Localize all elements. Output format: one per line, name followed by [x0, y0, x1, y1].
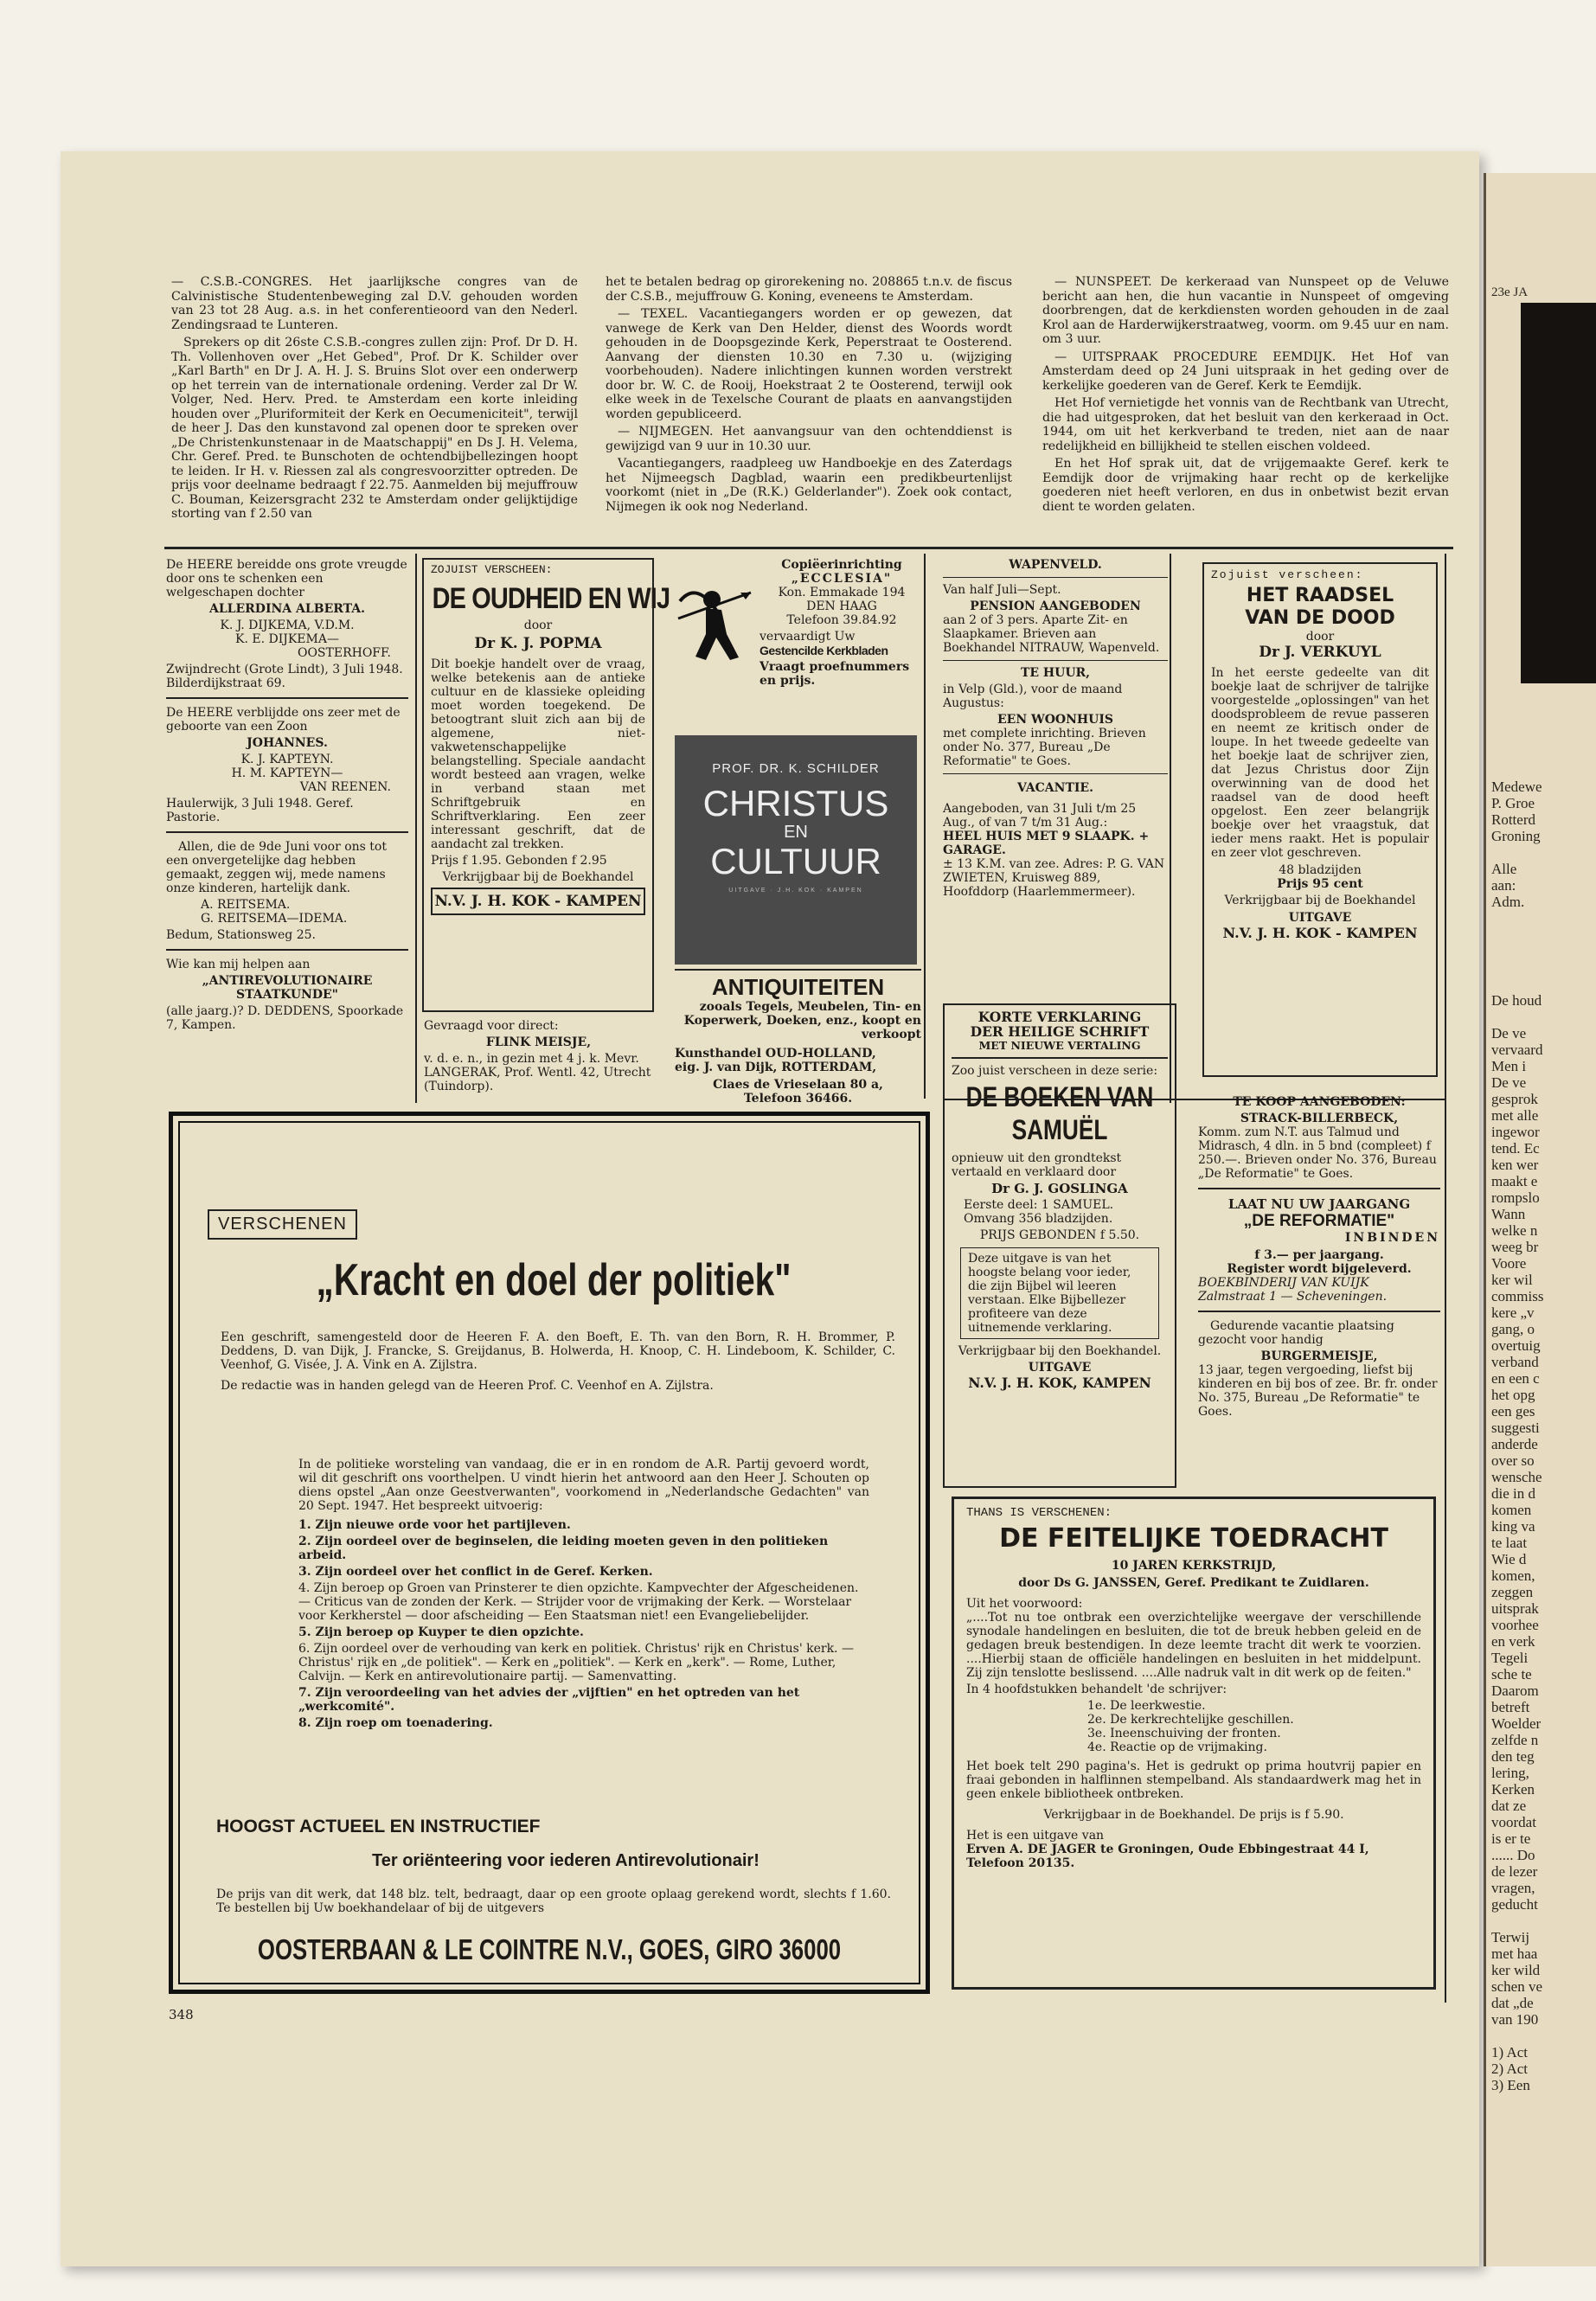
birth1-parent: K. J. DIJKEMA, V.D.M.: [220, 619, 355, 632]
adjacent-text-line: het opg: [1491, 1387, 1535, 1403]
ad-feitelijke-hoofd: In 4 hoofdstukken behandelt 'de schrijver:: [966, 1682, 1227, 1696]
ad-jaargang-register: Register wordt bijgeleverd.: [1227, 1262, 1412, 1276]
adjacent-text-line: Daarom: [1491, 1682, 1539, 1699]
adjacent-text-line: [1486, 959, 1596, 976]
adjacent-text-line: De houd: [1491, 992, 1542, 1009]
adjacent-text-line: voordat: [1491, 1814, 1536, 1830]
adjacent-text-line: 3) Een: [1491, 2077, 1530, 2093]
adjacent-text-line: Tegeli: [1491, 1650, 1529, 1666]
adjacent-text-line: overtuig: [1491, 1337, 1541, 1354]
adjacent-text-line: is er te: [1491, 1830, 1531, 1847]
ad-korte-intro: Zoo juist verscheen in deze serie:: [952, 1064, 1158, 1078]
ad-ecclesia-city: DEN HAAG: [806, 599, 877, 613]
adjacent-text-line: komen: [1491, 1502, 1532, 1518]
ad-kracht-item: 8. Zijn roep om toenadering.: [298, 1716, 493, 1730]
ad-vacantie-title: VACANTIE.: [1017, 781, 1093, 795]
article-csb-cont: het te betalen bedrag op girorekening no. 208865 t.n.v. de fiscus der C.S.B., mejuffrouw G. Koning, eveneens te Amsterdam.: [606, 275, 1012, 304]
ad-raadsel-author: Dr J. VERKUYL: [1259, 644, 1381, 661]
birth2-name: JOHANNES.: [247, 736, 328, 750]
article-nijmegen-2: Vacantiegangers, raadpleeg uw Handboekje en des Zaterdags het Nijmeegsch Dagblad, waarin een predikbeurtenlijst voorkomt (niet in „De (R.K.) Gelderlander"). Zoek ook contact, Nijmegen ik ook nog Nederland.: [606, 457, 1012, 514]
adjacent-text-line: ...... Do: [1491, 1847, 1535, 1863]
ad-christus-title: CHRISTUS: [702, 783, 889, 824]
birth2-parent: VAN REENEN.: [299, 780, 391, 794]
help-intro: Wie kan mij helpen aan: [166, 958, 311, 971]
ad-christus-sub: UITGAVE · J.H. KOK · KAMPEN: [728, 888, 863, 894]
ad-raadsel-door: door: [1305, 630, 1335, 644]
ad-antiek-phone: Telefoon 36466.: [743, 1092, 853, 1106]
adjacent-text-line: De ve: [1491, 1074, 1527, 1091]
divider: [166, 949, 408, 951]
adjacent-text-line: ken wer: [1491, 1157, 1539, 1173]
adjacent-text-line: Men i: [1491, 1058, 1527, 1074]
ad-antiek-text: zooals Tegels, Meubelen, Tin- en Koperwerk, Doeken, enz., koopt en verkoopt: [683, 1000, 921, 1042]
adjacent-text-line: verband: [1491, 1354, 1539, 1370]
ad-author: Dr K. J. POPMA: [474, 635, 602, 652]
adjacent-text-line: Voore: [1491, 1255, 1527, 1272]
ad-feitelijke-chapter: 3e. Ineenschuiving der fronten.: [1087, 1727, 1281, 1740]
ad-raadsel-text: In het eerste gedeelte van dit boekje laat de schrijver de talrijke voorgestelde „oplossingen" van het doodsprobleem de revue passeren en neemt ze kritisch onder de loupe. In het tweede gedeelte van het boekje laat de schrijver zien, dat Jezus Christus door Zijn overwinning van de dood het raadsel van de dood heeft opgelost. Een zeer belangrijk boekje over het vraagstuk, dat ieder mens raakt. Het is populair en zeer vlot geschreven.: [1211, 666, 1429, 860]
ad-feitelijke-title: DE FEITELIJKE TOEDRACHT: [999, 1523, 1388, 1554]
classifieds-col-5: [1198, 1088, 1440, 1421]
ad-antiek-shop: Kunsthandel OUD-HOLLAND,: [675, 1047, 876, 1061]
divider: [166, 831, 408, 833]
ad-feitelijke-chapter: 4e. Reactie op de vrijmaking.: [1087, 1740, 1267, 1754]
adjacent-page: [1484, 173, 1596, 2266]
adjacent-text-line: ker wil: [1491, 1272, 1533, 1288]
thanks-text: Allen, die de 9de Juni voor ons tot een onvergetelijke dag hebben gemaakt, zeggen wij, mede namens onze kinderen, hartelijk dank.: [166, 840, 387, 895]
ad-antiek-title: ANTIQUITEITEN: [675, 969, 921, 1000]
ad-korte-title: DER HEILIGE SCHRIFT: [970, 1023, 1150, 1040]
adjacent-text-line: tend. Ec: [1491, 1140, 1540, 1157]
adjacent-text-line: lering,: [1491, 1765, 1529, 1781]
ad-kracht-orient: Ter oriënteering voor iederen Antirevolutionair!: [372, 1851, 760, 1870]
birth2-parent: H. M. KAPTEYN—: [231, 766, 343, 780]
birth2-place: Haulerwijk, 3 Juli 1948. Geref. Pastorie.: [166, 797, 354, 824]
ad-raadsel-price: Prijs 95 cent: [1277, 877, 1363, 891]
adjacent-text-line: Adm.: [1491, 894, 1525, 910]
ad-korte-head: DE BOEKEN VAN: [965, 1081, 1154, 1112]
adjacent-text-line: schen ve: [1491, 1978, 1543, 1995]
ad-gevraagd-title: FLINK MEISJE,: [485, 1035, 592, 1049]
ad-korte-title: KORTE VERKLARING: [977, 1009, 1142, 1025]
divider: [943, 577, 1168, 578]
classifieds-col-4: [943, 558, 1168, 901]
adjacent-text-line: aan:: [1491, 877, 1516, 894]
ad-feitelijke-author: door Ds G. JANSSEN, Geref. Predikant te Zuidlaren.: [1018, 1576, 1369, 1590]
ad-tekoop-text: Komm. zum N.T. aus Talmud und Midrasch, 4 dln. in 5 bnd (compleet) f 250.—. Brieven onder No. 376, Bureau „De Reformatie" te Goes.: [1198, 1125, 1437, 1181]
divider: [166, 697, 408, 699]
ad-title: DE OUDHEID EN WIJ: [432, 582, 670, 615]
adjacent-text-line: met alle: [1491, 1107, 1539, 1124]
article-eemdijk: — UITSPRAAK PROCEDURE EEMDIJK. Het Hof van Amsterdam deed op 24 Juni uitspraak in het geding over de kerkelijke goederen van de Geref. Kerk te Eemdijk.: [1042, 349, 1449, 393]
ad-korte-publisher: N.V. J. H. KOK, KAMPEN: [968, 1375, 1151, 1391]
ad-gevraagd-intro: Gevraagd voor direct:: [424, 1019, 559, 1033]
ad-christus-author: PROF. DR. K. SCHILDER: [712, 761, 880, 776]
article-nunspeet: — NUNSPEET. De kerkeraad van Nunspeet op de Veluwe bericht aan hen, die hun vacantie in Nunspeet of omgeving doorbrengen, dat de kerkdiensten worden gehouden in de zaal Krol aan de Harderwijkerstraatweg, voorm. om 9.45 uur en nam. om 3 uur.: [1042, 275, 1449, 346]
adjacent-text-line: P. Groe: [1491, 795, 1535, 811]
ad-korte-uitgave: UITGAVE: [1028, 1361, 1092, 1375]
ad-gevraagd-text: v. d. e. n., in gezin met 4 j. k. Mevr. LANGERAK, Prof. Wentl. 42, Utrecht (Tuindorp).: [424, 1052, 651, 1093]
archer-icon: [671, 584, 753, 666]
adjacent-text-line: en een c: [1491, 1370, 1540, 1387]
adjacent-text-line: Groning: [1491, 828, 1541, 844]
ad-vacantie-bold: HEEL HUIS MET 9 SLAAPK. + GARAGE.: [943, 830, 1150, 857]
adjacent-text-line: wensche: [1491, 1469, 1542, 1485]
ad-feitelijke-uitgave: Het is een uitgave van: [966, 1829, 1105, 1843]
ad-raadsel-sales: Verkrijgbaar bij de Boekhandel: [1224, 894, 1416, 907]
adjacent-text-line: zeggen: [1491, 1584, 1534, 1600]
adjacent-text-line: vragen,: [1491, 1880, 1535, 1896]
adjacent-text-line: [1486, 976, 1596, 992]
birth1-name: ALLERDINA ALBERTA.: [208, 602, 366, 616]
adjacent-text-line: van 190: [1491, 2011, 1539, 2028]
article-col-2: [606, 275, 1012, 517]
ad-kracht-intro: Een geschrift, samengesteld door de Heeren F. A. den Boeft, E. Th. van den Born, R. H. Brommer, P. Deddens, D. van Dijk, J. Francke, S. Greijdanus, B. Holwerda, H. Knoop, C. H. Lindeboom, K. Schilder, C. Veenhof, G. Visée, J. A. Vink en A. Zijlstra.: [221, 1330, 895, 1372]
ad-kracht-item: 3. Zijn oordeel over het conflict in de Geref. Kerken.: [298, 1565, 653, 1579]
ad-kracht-politiek: [169, 1112, 930, 1994]
help-title: „ANTIREVOLUTIONAIRE STAATKUNDE": [202, 974, 373, 1002]
column-rule: [415, 554, 417, 1103]
ad-kracht-actueel: HOOGST ACTUEEL EN INSTRUCTIEF: [216, 1817, 541, 1836]
birth2-parent: K. J. KAPTEYN.: [240, 753, 334, 766]
ad-korte-price: PRIJS GEBONDEN f 5.50.: [979, 1228, 1140, 1242]
ad-korte-part: Eerste deel: 1 SAMUEL.: [964, 1198, 1114, 1212]
ad-text: Dit boekje handelt over de vraag, welke betekenis aan de antieke cultuur en de klassieke opleiding moet worden toegekend. De betoogtrant sluit zich aan bij de algemene, niet-vakwetenschappelijke belangstelling. Speciale aandacht wordt besteed aan vragen, welke in verband staan met Schriftgebruik en Schriftverklaring. Een zeer interessant geschrift, dat de aandacht zal trekken.: [431, 657, 645, 851]
adjacent-text-line: over so: [1491, 1452, 1535, 1469]
adjacent-text-line: Wie d: [1491, 1551, 1527, 1567]
adjacent-text-line: Rotterd: [1491, 811, 1535, 828]
birth1-intro: De HEERE bereidde ons grote vreugde door ons te schenken een welgeschapen dochter: [166, 558, 407, 599]
ad-ecclesia-line: vervaardigt Uw: [760, 630, 856, 644]
ad-huur-text: in Velp (Gld.), voor de maand Augustus:: [943, 683, 1123, 710]
adjacent-text-line: rompslo: [1491, 1189, 1540, 1206]
ad-wapenveld-title: WAPENVELD.: [1009, 558, 1102, 572]
adjacent-text-line: Woelder: [1491, 1715, 1542, 1732]
ad-feitelijke-book: Het boek telt 290 pagina's. Het is gedrukt op prima houtvrij papier en fraai gebonden in halflinnen stempelband. Als standaardwerk mag het in geen enkele bibliotheek ontbreken.: [966, 1759, 1421, 1801]
ad-feitelijke-toedracht: [952, 1497, 1436, 1990]
ad-kracht-item: 6. Zijn oordeel over de verhouding van kerk en politiek. Christus' rijk en Christus' kerk. — Christus' rijk en „de politiek". — Kerk en „politiek". — Kerk en „kerk". — Rome, Luther, Calvijn. — Kerk en antirevolutionaire partij. — Samenvatting.: [298, 1642, 854, 1683]
adjacent-text-line: commiss: [1491, 1288, 1544, 1304]
adjacent-masthead-block: [1521, 303, 1596, 683]
adjacent-text-line: 2) Act: [1491, 2061, 1529, 2077]
divider: [943, 773, 1168, 774]
adjacent-text-line: ker wild: [1491, 1962, 1541, 1978]
adjacent-text-line: [1486, 926, 1596, 943]
ad-kracht-item: 1. Zijn nieuwe orde voor het partijleven.: [298, 1518, 571, 1532]
ad-vacantie-text2: ± 13 K.M. van zee. Adres: P. G. VAN ZWIETEN, Kruisweg 889, Hoofddorp (Haarlemmermeer).: [943, 857, 1165, 899]
adjacent-text-line: suggesti: [1491, 1420, 1540, 1436]
adjacent-text-line: en verk: [1491, 1633, 1535, 1650]
ad-korte-note: Deze uitgave is van het hoogste belang voor ieder, die zijn Bijbel wil leeren verstaan. Elke Bijbellezer profiteere van deze uitnemende verklaring.: [960, 1247, 1159, 1339]
adjacent-text-line: betreft: [1491, 1699, 1530, 1715]
adjacent-text-line: uitsprak: [1491, 1600, 1539, 1617]
ad-vacantie-text: Aangeboden, van 31 Juli t/m 25 Aug., of van 7 t/m 31 Aug.:: [943, 802, 1137, 830]
article-nijmegen: — NIJMEGEN. Het aanvangsuur van den ochtenddienst is gewijzigd van 9 uur in 10.30 uur.: [606, 425, 1012, 453]
birth1-parent: OOSTERHOFF.: [297, 646, 391, 660]
article-csb-speakers: Sprekers op dit 26ste C.S.B.-congres zullen zijn: Prof. Dr D. H. Th. Vollenhoven over „Het Gebed", Prof. Dr K. Schilder over „Karl Barth" en Dr J. A. H. J. S. Bruins Slot over een onderwerp op het terrein van de internationale ordening. Verder zal Dr W. Volger, Ned. Herv. Pred. te Amsterdam een korte inleiding houden over „Pluriformiteit der Kerk en Oecumeniciteit", terwijl de heer J. Das den kunstavond zal openen door te spreken over „De Christenkunstenaar in de Maatschappij" en Ds J. H. Velema, Chr. Geref. Pred. te Bunschoten de ochtendbijbellezingen hoopt te leiden. Ir H. v. Riessen zal als congresvoorzitter optreden. De prijs voor deelname bedraagt f 22.75. Aanmelden bij mejuffrouw C. Bouman, Keizersgracht 232 te Amsterdam onder gelijktijdige storting van f 2.50 van: [171, 336, 578, 521]
ad-kracht-item: 5. Zijn beroep op Kuyper te dien opzichte.: [298, 1625, 584, 1639]
ad-raadsel-uitgave: UITGAVE: [1288, 911, 1352, 925]
ad-jaargang-inbinden: INBINDEN: [1344, 1231, 1440, 1245]
ad-korte-head: SAMUËL: [1011, 1114, 1108, 1145]
ad-korte-title: MET NIEUWE VERTALING: [952, 1039, 1168, 1059]
ad-kicker: ZOJUIST VERSCHEEN:: [431, 563, 553, 576]
adjacent-text-line: [1486, 1913, 1596, 1929]
ad-korte-sales: Verkrijgbaar bij den Boekhandel.: [958, 1344, 1162, 1358]
ad-antiek-address: Claes de Vrieselaan 80 a,: [713, 1078, 883, 1092]
ad-tekoop-sub: STRACK-BILLERBECK,: [1240, 1112, 1399, 1125]
ad-feitelijke-kicker: THANS IS VERSCHENEN:: [966, 1506, 1112, 1520]
ad-jaargang-price: f 3.— per jaargang.: [1254, 1248, 1384, 1262]
ad-antiquiteiten: [675, 969, 921, 1106]
ad-wapenveld-pension: PENSION AANGEBODEN: [970, 599, 1141, 613]
ad-kracht-title: „Kracht en doel der politiek": [316, 1255, 792, 1305]
birth1-parent: K. E. DIJKEMA—: [235, 632, 339, 646]
ad-kracht-item: 2. Zijn oordeel over de beginselen, die leiding moeten geven in den politieken arbeid.: [298, 1535, 829, 1562]
column-rule: [924, 554, 926, 1099]
article-texel: — TEXEL. Vacantiegangers worden er op gewezen, dat vanwege de Kerk van Den Helder, dienst des Woords wordt gehouden in de Doopsgezinde Kerk, Peperstraat te Oosterend. Aanvang der diensten 10.30 en 7.30 u. (wijziging voorbehouden). Nadere inlichtingen kunnen worden verstrekt door br. W. C. de Rooij, Hoekstraat 2 te Oosterend, terwijl ook elke week in de Texelsche Courant de plaats en aanvangstijden worden gepubliceerd.: [606, 307, 1012, 421]
adjacent-text-line: te laat: [1491, 1535, 1528, 1551]
ad-price: Prijs f 1.95. Gebonden f 2.95: [431, 854, 607, 868]
ad-korte-verklaring: [943, 1003, 1176, 1488]
ad-kracht-redactie: De redactie was in handen gelegd van de Heeren Prof. C. Veenhof en A. Zijlstra.: [221, 1379, 714, 1393]
ad-ecclesia-line: Vraagt proefnummers en prijs.: [760, 660, 910, 688]
adjacent-text-line: met haa: [1491, 1945, 1538, 1962]
adjacent-text-column: [1486, 779, 1596, 2093]
thanks-name: A. REITSEMA.: [201, 898, 291, 912]
ad-kracht-para: In de politieke worsteling van vandaag, die er in en rondom de A.R. Partij gevoerd wordt, wil dit geschrift ons voorthelpen. U vindt hierin het antwoord aan den Heer J. Schouten op diens opstel „Aan onze Geestverwanten", voorkomend in „Nederlandsche Gedachten" van 20 Sept. 1947. Het bespreekt uitvoerig:: [298, 1458, 869, 1513]
article-col-1: [171, 275, 578, 525]
article-eemdijk-2: Het Hof vernietigde het vonnis van de Rechtbank van Utrecht, die had uitgesproken, dat het besluit van den kerkeraad in Oct. 1944, om uit het kerkverband te treden, niet aan de naar redelijkheid en billijkheid te stellen eischen voldeed.: [1042, 396, 1449, 453]
ad-antiek-owner: eig. J. van Dijk, ROTTERDAM,: [675, 1061, 877, 1074]
thanks-name: G. REITSEMA—IDEMA.: [201, 912, 348, 926]
adjacent-text-line: ingewor: [1491, 1124, 1540, 1140]
birth2-intro: De HEERE verblijdde ons zeer met de geboorte van een Zoon: [166, 706, 401, 734]
ad-binder-name: BOEKBINDERIJ VAN KUIJK: [1198, 1276, 1369, 1290]
adjacent-text-line: weeg br: [1491, 1239, 1539, 1255]
ad-raadsel-title: VAN DE DOOD: [1245, 607, 1395, 629]
adjacent-text-line: zelfde n: [1491, 1732, 1539, 1748]
ad-christus-cultuur: [675, 735, 917, 965]
ad-publisher: N.V. J. H. KOK - KAMPEN: [431, 888, 645, 915]
ad-oudheid: [422, 558, 670, 1012]
ad-wapenveld-text: aan 2 of 3 pers. Aparte Zit- en Slaapkamer. Brieven aan Boekhandel NITRAUW, Wapenveld.: [943, 613, 1160, 655]
page-number: 348: [169, 2007, 194, 2022]
ad-raadsel: [1202, 562, 1438, 1077]
adjacent-date: 23e JA: [1491, 285, 1529, 299]
ad-christus-title: CULTUUR: [710, 841, 881, 881]
ad-jaargang-title: „DE REFORMATIE": [1243, 1212, 1395, 1230]
ad-ecclesia-line: Gestencilde Kerkbladen: [760, 644, 888, 657]
adjacent-text-line: geducht: [1491, 1896, 1538, 1913]
adjacent-text-line: dat ze: [1491, 1798, 1527, 1814]
ad-raadsel-kicker: Zojuist verscheen:: [1211, 568, 1364, 581]
adjacent-text-line: die in d: [1491, 1485, 1535, 1502]
ad-raadsel-pages: 48 bladzijden: [1279, 863, 1362, 877]
adjacent-text-line: welke n: [1491, 1222, 1538, 1239]
ad-feitelijke-sub: 10 JAREN KERKSTRIJD,: [1111, 1559, 1277, 1573]
help-text: (alle jaarg.)? D. DEDDENS, Spoorkade 7, Kampen.: [166, 1004, 404, 1032]
ad-ecclesia-phone: Telefoon 39.84.92: [786, 613, 897, 627]
column-rule: [1445, 554, 1446, 2003]
adjacent-text-line: een ges: [1491, 1403, 1535, 1420]
divider: [1198, 1311, 1440, 1312]
ad-korte-size: Omvang 356 bladzijden.: [964, 1212, 1113, 1226]
adjacent-text-line: gang, o: [1491, 1321, 1535, 1337]
ad-ecclesia-title: Copiëerinrichting: [781, 558, 902, 572]
ad-gevraagd: [424, 1019, 653, 1096]
divider: [1198, 1188, 1440, 1189]
adjacent-text-line: Kerken: [1491, 1781, 1535, 1798]
adjacent-text-line: Terwij: [1491, 1929, 1530, 1945]
adjacent-text-line: Medewe: [1491, 779, 1542, 795]
adjacent-text-line: Alle: [1491, 861, 1517, 877]
ad-feitelijke-quote: „....Tot nu toe ontbrak een overzichtelijke weergave der verschillende synodale handelingen en besluiten, die tot de breuk hebben geleid en de gedagen breuk bestendigen. In deze leemte tracht dit werk te voorzien. ....Hierbij staan de officiële handelingen en besluiten in het middelpunt. Zij zijn tenslotte beslissend. ....Alle nadruk valt in dit werk op de feiten.": [966, 1611, 1421, 1680]
adjacent-text-line: [1486, 1009, 1596, 1025]
adjacent-text-line: [1486, 943, 1596, 959]
ad-feitelijke-publisher: Erven A. DE JAGER te Groningen, Oude Ebbingestraat 44 I, Telefoon 20135.: [966, 1843, 1369, 1870]
ad-kracht-item: 4. Zijn beroep op Groen van Prinsterer te dien opzichte. Kampvechter der Afgescheidenen. — Criticus van de zonden der Kerk. — Strijder voor de vrijmaking der Kerk. — Worstelaar voor Kerkherstel — door afscheiding — Een Staatsman niet! een Evangeliebelijder.: [298, 1581, 859, 1623]
ad-raadsel-publisher: N.V. J. H. KOK - KAMPEN: [1222, 925, 1418, 941]
ad-feitelijke-sales: Verkrijgbaar in de Boekhandel. De prijs is f 5.90.: [1043, 1808, 1344, 1822]
adjacent-text-line: anderde: [1491, 1436, 1538, 1452]
adjacent-text-line: De ve: [1491, 1025, 1527, 1042]
ad-kracht-price: De prijs van dit werk, dat 148 blz. telt, bedraagt, daar op een groote oplaag gerekend wordt, slechts f 1.60. Te bestellen bij Uw boekhandelaar of bij de uitgevers: [216, 1888, 891, 1915]
adjacent-text-line: dat „de: [1491, 1995, 1534, 2011]
section-divider: [164, 547, 1453, 549]
ad-feitelijke-voorwoord: Uit het voorwoord:: [966, 1597, 1083, 1611]
adjacent-text-line: den teg: [1491, 1748, 1535, 1765]
ad-ecclesia: [666, 558, 926, 731]
ad-ecclesia-address: Kon. Emmakade 194: [778, 586, 906, 599]
ad-kracht-item: 7. Zijn veroordeeling van het advies der „vijftien" en het optreden van het „werkcomité".: [298, 1686, 800, 1714]
ad-feitelijke-chapter: 2e. De kerkrechtelijke geschillen.: [1087, 1713, 1294, 1727]
ad-gezocht-detail: 13 jaar, tegen vergoeding, liefst bij kinderen en bij bos of zee. Br. fr. onder No. 375, Bureau „De Reformatie" te Goes.: [1198, 1363, 1438, 1419]
ad-korte-author: Dr G. J. GOSLINGA: [991, 1181, 1128, 1196]
article-col-3: [1042, 275, 1449, 517]
ad-raadsel-title: HET RAADSEL: [1246, 585, 1394, 606]
article-csb-congres: — C.S.B.-CONGRES. Het jaarlijksche congres van de Calvinistische Studentenbeweging zal D.V. gehouden worden van 23 tot 28 Aug. a.s. in het conferentieoord van den Nederl. Zendingsraad te Lunteren.: [171, 275, 578, 332]
adjacent-text-line: gesprok: [1491, 1091, 1538, 1107]
ad-christus-en: EN: [784, 823, 808, 842]
family-announcements: [166, 558, 408, 1035]
adjacent-text-line: 1) Act: [1491, 2044, 1529, 2061]
divider: [943, 660, 1168, 661]
thanks-place: Bedum, Stationsweg 25.: [166, 928, 316, 942]
ad-huur-sub: EEN WOONHUIS: [997, 713, 1114, 727]
adjacent-text-line: sche te: [1491, 1666, 1532, 1682]
ad-sales: Verkrijgbaar bij de Boekhandel: [442, 870, 634, 884]
adjacent-text-line: Wann: [1491, 1206, 1526, 1222]
ad-huur-text2: met complete inrichting. Brieven onder No. 377, Bureau „De Reformatie" te Goes.: [943, 727, 1146, 768]
ad-gezocht-title: BURGERMEISJE,: [1260, 1349, 1378, 1363]
ad-jaargang-line: LAAT NU UW JAARGANG: [1227, 1196, 1411, 1212]
ad-kracht-publisher: OOSTERBAAN & LE COINTRE N.V., GOES, GIRO 36000: [257, 1933, 842, 1965]
adjacent-text-line: maakt e: [1491, 1173, 1538, 1189]
ad-gezocht-text: Gedurende vacantie plaatsing gezocht voor handig: [1198, 1319, 1394, 1347]
ad-binder-address: Zalmstraat 1 — Scheveningen.: [1198, 1290, 1388, 1304]
ad-tekoop-title: TE KOOP AANGEBODEN:: [1233, 1095, 1406, 1109]
ad-wapenveld-line: Van half Juli—Sept.: [943, 583, 1061, 597]
article-eemdijk-3: En het Hof sprak uit, dat de vrijgemaakte Geref. kerk te Eemdijk door de vrijmaking haar recht op de kerkelijke goederen niet heeft verloren, en dus in onbetwist bezit ervan dient te worden gelaten.: [1042, 457, 1449, 514]
ad-ecclesia-name: „ECCLESIA": [791, 572, 893, 586]
adjacent-text-line: komen,: [1491, 1567, 1535, 1584]
adjacent-text-line: vervaard: [1491, 1042, 1543, 1058]
adjacent-text-line: kere „v: [1491, 1304, 1535, 1321]
adjacent-text-line: voorhee: [1491, 1617, 1539, 1633]
ad-feitelijke-chapter: 1e. De leerkwestie.: [1087, 1699, 1206, 1713]
adjacent-text-line: de lezer: [1491, 1863, 1538, 1880]
ad-korte-text: opnieuw uit den grondtekst vertaald en verklaard door: [952, 1151, 1122, 1179]
adjacent-text-line: [1486, 2028, 1596, 2044]
ad-door: door: [523, 619, 553, 632]
adjacent-text-line: [1486, 844, 1596, 861]
adjacent-text-line: [1486, 910, 1596, 926]
ad-kracht-stamp: VERSCHENEN: [208, 1209, 357, 1240]
adjacent-text-line: king va: [1491, 1518, 1535, 1535]
ad-huur-title: TE HUUR,: [1020, 666, 1091, 680]
birth1-place: Zwijndrecht (Grote Lindt), 3 Juli 1948. Bilderdijkstraat 69.: [166, 663, 403, 690]
